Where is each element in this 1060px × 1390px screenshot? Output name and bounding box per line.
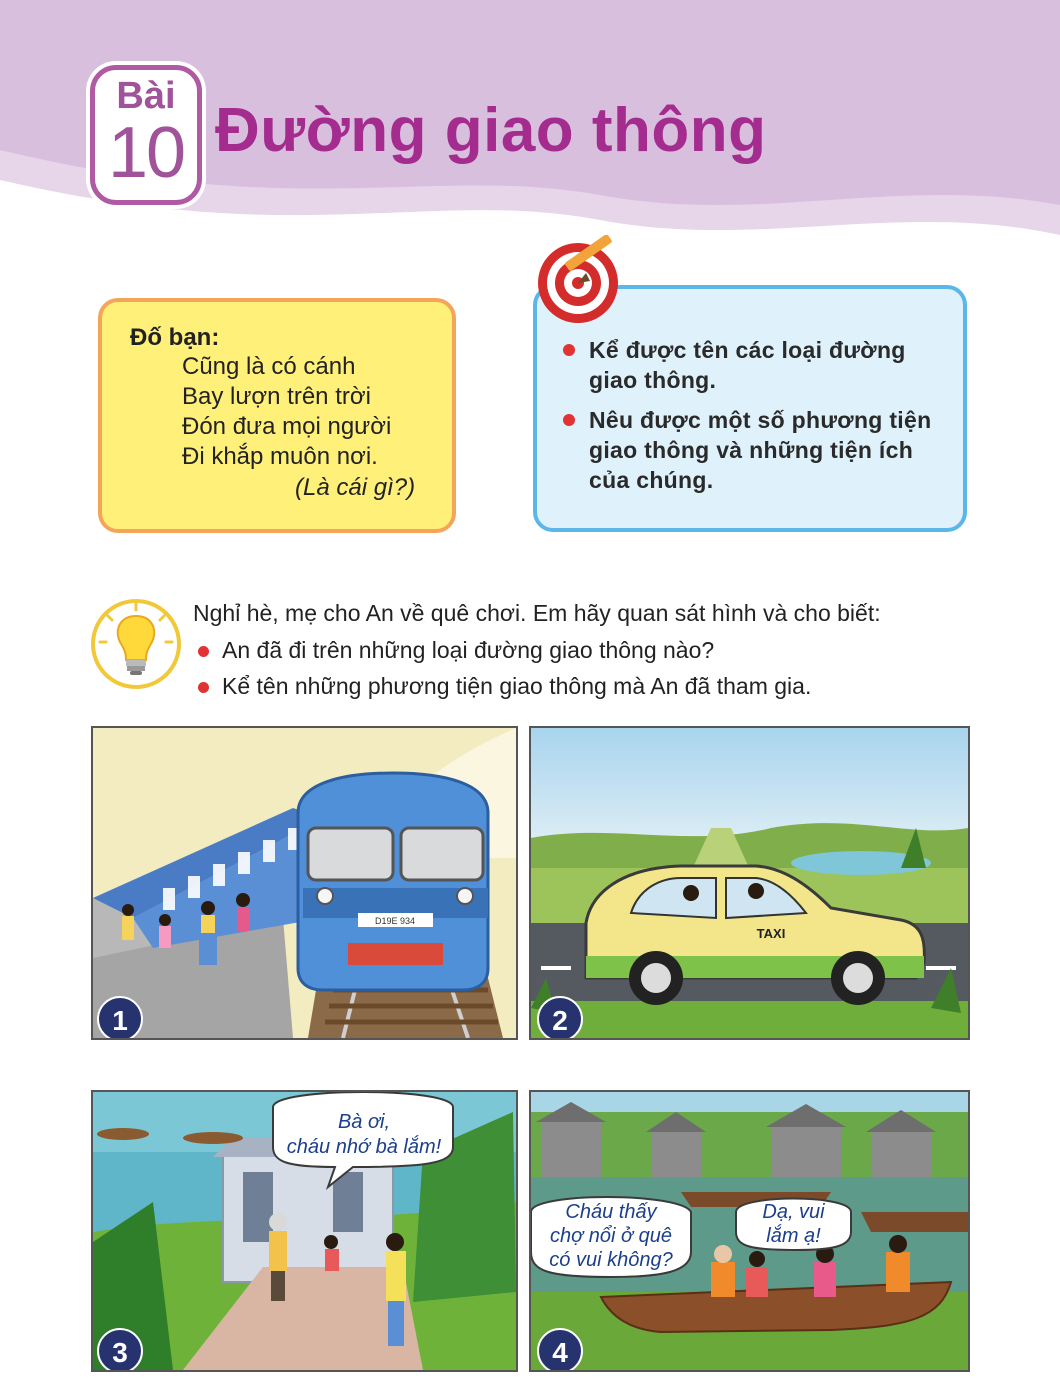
question-intro: Nghỉ hè, mẹ cho An về quê chơi. Em hãy quan sát hình và cho biết: — [193, 600, 881, 626]
panel-taxi-road — [529, 726, 970, 1040]
bubble-line: Bà ơi, — [337, 1111, 391, 1133]
goal-line: Nêu được một số phương tiện — [589, 407, 932, 433]
panel-floating-market — [529, 1090, 970, 1372]
panel-number-badge: 1 — [97, 996, 143, 1040]
speech-bubble — [736, 1200, 851, 1248]
riddle-box — [98, 298, 456, 533]
lesson-word: Bài — [116, 75, 176, 117]
goal-item — [563, 405, 941, 495]
panel-number-badge: 3 — [97, 1328, 143, 1372]
lesson-number: 10 — [107, 113, 185, 193]
goal-line: Kể được tên các loại đường — [589, 337, 906, 363]
riddle-line: Bay lượn trên trời — [182, 383, 371, 410]
riddle-line: Đón đưa mọi người — [182, 413, 392, 440]
bubble-line: lắm ạ! — [766, 1225, 821, 1247]
riddle-line: Đi khắp muôn nơi. — [182, 443, 378, 470]
riddle-heading: Đố bạn: — [130, 324, 220, 351]
question-text: Kể tên những phương tiện giao thông mà An đã tham gia. — [222, 673, 812, 699]
bubble-line: Dạ, vui — [762, 1201, 825, 1223]
bubble-line: chợ nổi ở quê — [549, 1225, 673, 1247]
riddle-answer-hint: (Là cái gì?) — [295, 474, 416, 501]
bullet-icon — [563, 414, 575, 426]
panel-country-house — [91, 1090, 518, 1372]
goal-line: của chúng. — [589, 467, 714, 493]
speech-bubble — [269, 1110, 459, 1160]
bullet-icon — [198, 682, 209, 693]
goal-line: giao thông và những tiện ích — [589, 437, 914, 463]
lightbulb-icon — [90, 598, 182, 690]
page-title: Đường giao thông — [215, 96, 767, 165]
taxi-illustration — [531, 728, 968, 1038]
goal-item — [563, 335, 941, 395]
train-code: D19E 934 — [374, 916, 416, 926]
goal-line: giao thông. — [589, 367, 717, 393]
bullet-icon — [198, 646, 209, 657]
speech-bubble — [531, 1200, 691, 1272]
target-icon — [528, 235, 638, 325]
taxi-label: TAXI — [756, 926, 786, 941]
bubble-line: cháu nhớ bà lắm! — [286, 1136, 442, 1158]
panel-number-badge: 4 — [537, 1328, 583, 1372]
panel-train-station — [91, 726, 518, 1040]
panel-number-badge: 2 — [537, 996, 583, 1040]
question-item — [198, 673, 811, 700]
lesson-badge — [90, 65, 202, 205]
riddle-line: Cũng là có cánh — [182, 353, 356, 380]
train-illustration — [93, 728, 516, 1038]
bubble-line: Cháu thấy — [565, 1201, 657, 1223]
bullet-icon — [563, 344, 575, 356]
question-item — [198, 637, 714, 664]
bubble-line: có vui không? — [549, 1249, 673, 1271]
question-text: An đã đi trên những loại đường giao thông nào? — [222, 637, 715, 663]
